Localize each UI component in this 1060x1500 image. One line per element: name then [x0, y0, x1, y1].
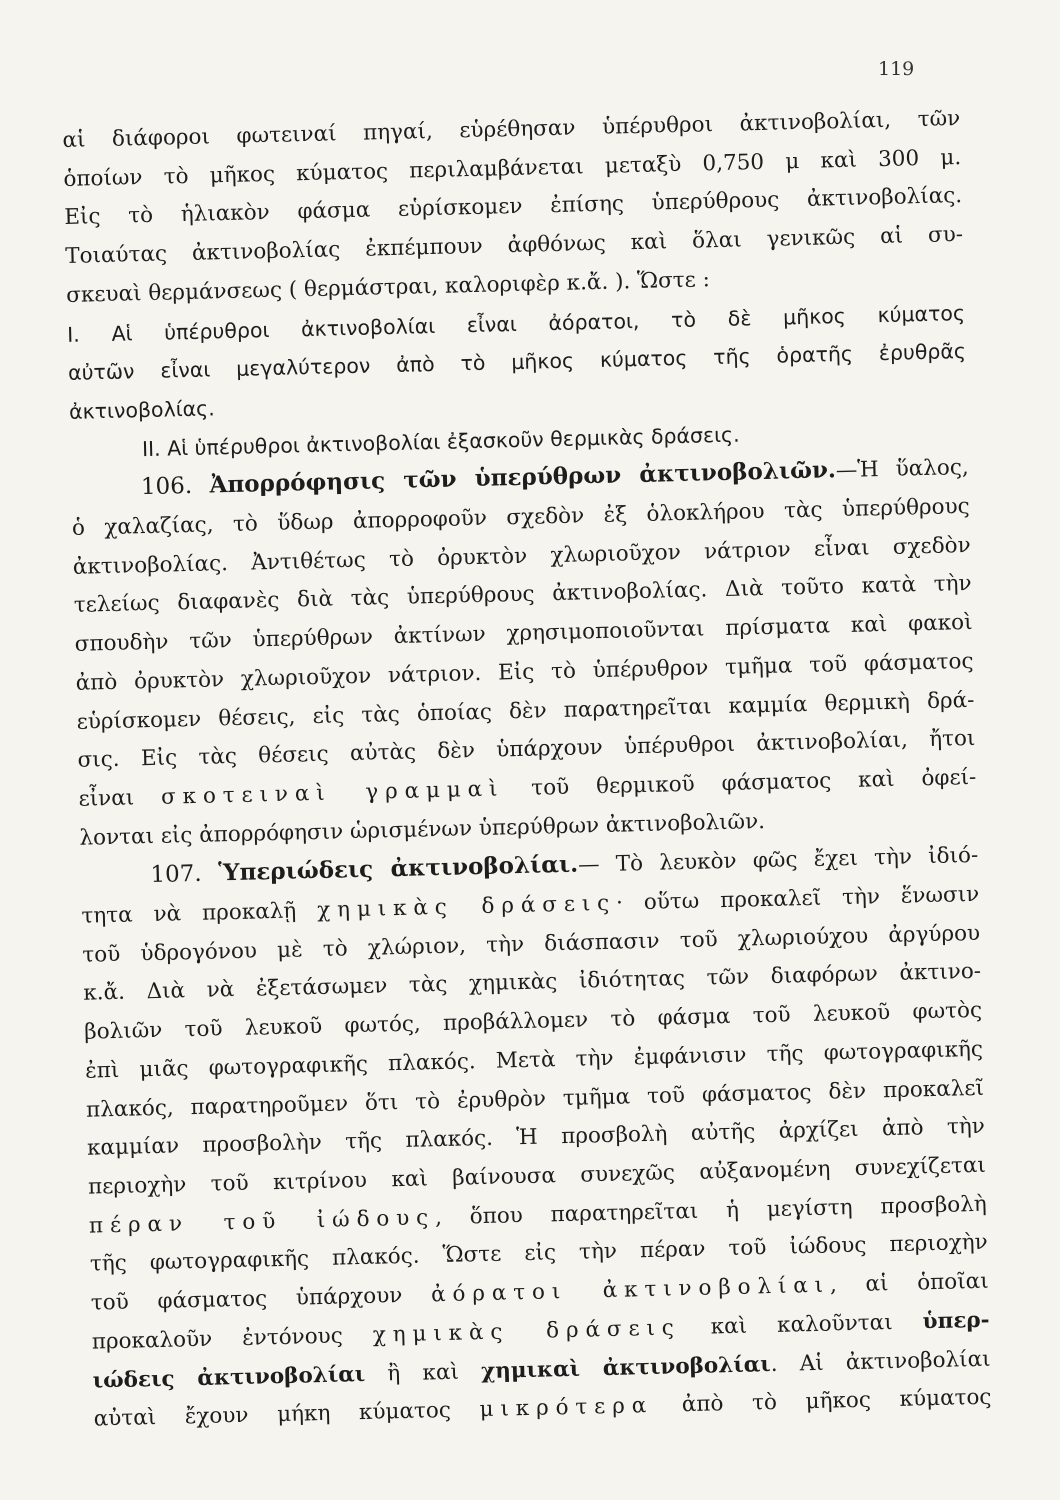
- text-line: καμμίαν προσβολὴν τῆς πλακός. Ἡ προσβολὴ αὐτῆς ἀρχίζει ἀπὸ τὴν: [86, 1114, 986, 1161]
- bold-term: ὑπερ-: [922, 1307, 990, 1335]
- text-line: τοῦ ὑδρογόνου μὲ τὸ χλώριον, τὴν διάσπασιν τοῦ χλωριούχου ἀργύρου: [82, 920, 981, 968]
- section-title: Ἀπορρόφησις τῶν ὑπερύθρων ἀκτινοβολιῶν.: [209, 456, 837, 499]
- text-line: τητα νὰ προκαλῇ χημικὰς δράσεις· οὕτω προκαλεῖ τὴν ἕνωσιν: [81, 881, 980, 929]
- body-text: [62, 100, 992, 1439]
- section-dash: —: [577, 852, 617, 878]
- section-number: 106.: [140, 472, 210, 501]
- text-line: Εἰς τὸ ἡλιακὸν φάσμα εὑρίσκομεν ἐπίσης ὑπερύθρους ἀκτινοβολίας.: [64, 183, 963, 231]
- text-line: ἀπὸ ὀρυκτὸν χλωριοῦχον νάτριον. Εἰς τὸ ὑπέρυθρον τμῆμα τοῦ φάσματος: [75, 648, 974, 696]
- text-line: κ.ἄ. Διὰ νὰ ἐξετάσωμεν τὰς χημικὰς ἰδιότητας τῶν διαφόρων ἀκτινο-: [82, 959, 982, 1007]
- text-line: ὁ χαλαζίας, τὸ ὕδωρ ἀπορροφοῦν σχεδὸν ἐξ ὁλοκλήρου τὰς ὑπερύθρους: [71, 493, 970, 541]
- spaced-phrase: σκοτειναὶ γραμμαὶ: [160, 776, 505, 810]
- page-number: 119: [878, 58, 915, 80]
- section-title: Ὑπεριώδεις ἀκτινοβολίαι.: [218, 850, 579, 887]
- text-line: αὐτῶν εἶναι μεγαλύτερον ἀπὸ τὸ μῆκος κύματος τῆς ὁρατῆς ἐρυθρᾶς: [67, 339, 967, 386]
- text-line: ἀκτινοβολίας.: [68, 396, 215, 424]
- list-text: Αἱ ὑπέρυθροι ἀκτινοβολίαι εἶναι ἀόρατοι, τὸ δὲ μῆκος κύματος: [111, 300, 966, 346]
- text-line: Τοιαύτας ἀκτινοβολίας ἐκπέμπουν ἀφθόνως καὶ ὅλαι γενικῶς αἱ συ-: [64, 222, 964, 270]
- text-line: τοῦ φάσματος ὑπάρχουν ἀόρατοι ἀκτινοβολίαι, αἱ ὁποῖαι: [90, 1268, 989, 1316]
- section-lead: Τὸ λευκὸν φῶς ἔχει τὴν ἰδιό-: [615, 843, 979, 878]
- text-line: σπουδὴν τῶν ὑπερύθρων ἀκτίνων χρησιμοποιοῦνται πρίσματα καὶ φακοὶ: [74, 610, 973, 657]
- section-number: 107.: [150, 860, 219, 889]
- text-line: τελείως διαφανὲς διὰ τὰς ὑπερύθρους ἀκτινοβολίας. Διὰ τοῦτο κατὰ τὴν: [73, 571, 972, 619]
- text-line: πλακός, παρατηροῦμεν ὅτι τὸ ἐρυθρὸν τμῆμα τοῦ φάσματος δὲν προκαλεῖ: [85, 1075, 985, 1123]
- text-line: σις. Εἰς τὰς θέσεις αὐτὰς δὲν ὑπάρχουν ὑπέρυθροι ἀκτινοβολίαι, ἤτοι: [77, 726, 976, 774]
- text-line: ἀκτινοβολίας. Ἀντιθέτως τὸ ὀρυκτὸν χλωριοῦχον νάτριον εἶναι σχεδὸν: [72, 532, 971, 580]
- text-line: ἐπὶ μιᾶς φωτογραφικῆς πλακός. Μετὰ τὴν ἐμφάνισιν τῆς φωτογραφικῆς: [84, 1036, 984, 1084]
- text-line: σκευαὶ θερμάνσεως ( θερμάστραι, καλοριφὲρ κ.ἄ. ). Ὥστε :: [65, 267, 711, 308]
- text-line: τῆς φωτογραφικῆς πλακός. Ὥστε εἰς τὴν πέραν τοῦ ἰώδους περιοχὴν: [89, 1230, 988, 1278]
- bold-term: ιώδεις ἀκτινοβολίαι: [92, 1361, 366, 1394]
- bold-term: χημικαὶ ἀκτινοβολίαι: [480, 1351, 771, 1384]
- list-text: Αἱ ὑπέρυθροι ἀκτινοβολίαι ἐξασκοῦν θερμικὰς δράσεις.: [166, 422, 740, 461]
- spaced-phrase: ἀόρατοι ἀκτινοβολίαι: [430, 1272, 831, 1308]
- spaced-phrase: πέραν τοῦ ἰώδους: [88, 1204, 436, 1239]
- section-dash: —: [835, 458, 858, 484]
- text-line: περιοχὴν τοῦ κιτρίνου καὶ βαίνουσα συνεχῶς αὐξανομένη συνεχίζεται: [87, 1152, 987, 1200]
- text-line: αὐταὶ ἔχουν μήκη κύματος μικρότερα ἀπὸ τὸ μῆκος κύματος: [93, 1384, 992, 1432]
- spaced-phrase: μικρότερα: [479, 1393, 654, 1423]
- text-line: ὁποίων τὸ μῆκος κύματος περιλαμβάνεται μεταξὺ 0,750 μ καὶ 300 μ.: [63, 144, 962, 192]
- text-line: ιώδεις ἀκτινοβολίαι ἢ καὶ χημικαὶ ἀκτινοβολίαι. Αἱ ἀκτινοβολίαι: [92, 1346, 991, 1394]
- spaced-phrase: χημικὰς δράσεις: [316, 890, 617, 924]
- text-line: αἱ διάφοροι φωτειναί πηγαί, εὑρέθησαν ὑπέρυθροι ἀκτινοβολίαι, τῶν: [62, 106, 961, 153]
- text-line: βολιῶν τοῦ λευκοῦ φωτός, προβάλλομεν τὸ φάσμα τοῦ λευκοῦ φωτὸς: [83, 997, 983, 1045]
- text-line: εἶναι σκοτειναὶ γραμμαὶ τοῦ θερμικοῦ φάσματος καὶ ὀφεί-: [78, 764, 977, 812]
- text-line: προκαλοῦν ἐντόνους χημικὰς δράσεις καὶ καλοῦνται ὑπερ-: [91, 1307, 990, 1355]
- text-line: λονται εἰς ἀπορρόφησιν ὡρισμένων ὑπερύθρων ἀκτινοβολιῶν.: [79, 808, 766, 851]
- text-line: πέραν τοῦ ἰώδους, ὅπου παρατηρεῖται ἡ μεγίστη προσβολὴ: [88, 1191, 987, 1239]
- list-marker: I.: [66, 322, 81, 347]
- list-marker: II.: [141, 436, 161, 461]
- section-lead: Ἡ ὕαλος,: [857, 455, 970, 483]
- spaced-phrase: χημικὰς δράσεις: [372, 1315, 681, 1348]
- text-line: εὑρίσκομεν θέσεις, εἰς τὰς ὁποίας δὲν παρατηρεῖται καμμία θερμικὴ δρά-: [76, 687, 975, 735]
